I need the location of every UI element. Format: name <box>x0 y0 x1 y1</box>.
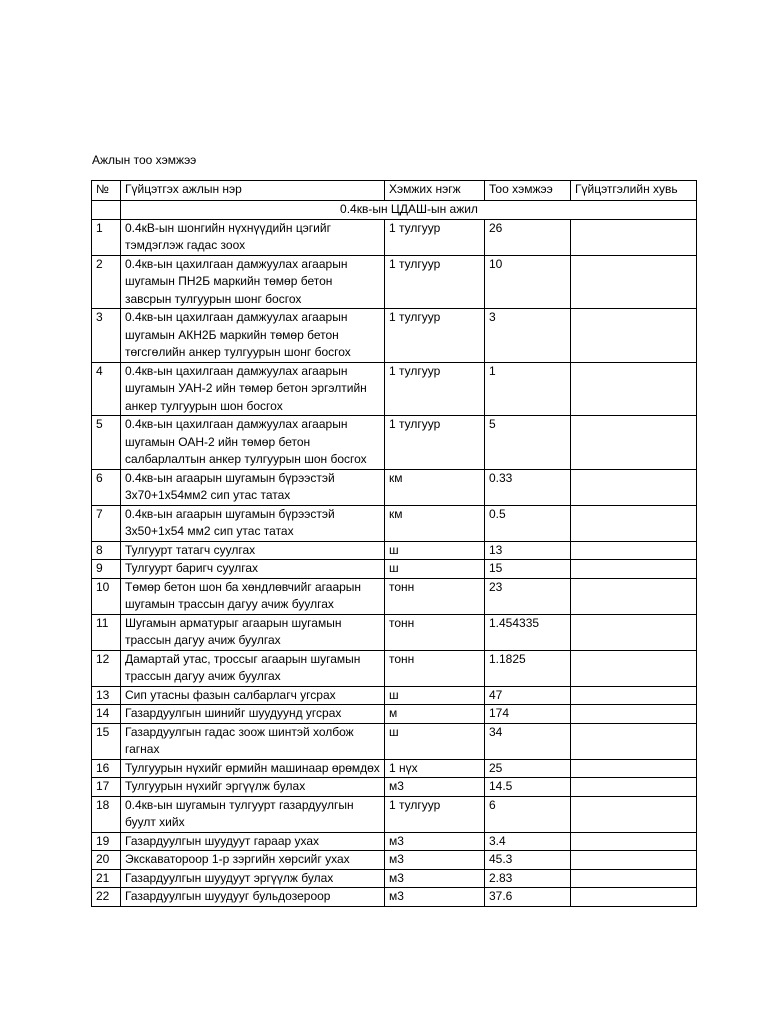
completion-cell <box>571 560 697 579</box>
unit-cell: км <box>385 505 485 541</box>
table-row <box>92 888 697 907</box>
work-name-cell: Газардуулгын шуудуут эргүүлж булах <box>121 869 385 888</box>
completion-cell <box>571 541 697 560</box>
quantity-cell: 10 <box>485 255 571 309</box>
quantity-cell: 1.1825 <box>485 650 571 686</box>
quantity-cell: 5 <box>485 416 571 470</box>
unit-cell: 1 нүх <box>385 759 485 778</box>
work-name-cell: Тулгуурт татагч суулгах <box>121 541 385 560</box>
work-name-cell: 0.4кв-ын цахилгаан дамжуулах агаарын шугамын ПН2Б маркийн төмөр бетон завсрын тулгуурын шонг босгох <box>121 255 385 309</box>
quantity-cell: 0.33 <box>485 469 571 505</box>
unit-cell: км <box>385 469 485 505</box>
quantity-cell: 3.4 <box>485 832 571 851</box>
completion-cell <box>571 686 697 705</box>
section-title: 0.4кв-ын ЦДАШ-ын ажил <box>121 201 697 220</box>
row-number-cell: 14 <box>92 705 121 724</box>
work-name-cell: Төмөр бетон шон ба хөндлөвчийг агаарын шугамын трассын дагуу ачиж буулгах <box>121 578 385 614</box>
work-name-cell: Тулгуурын нүхийг өрмийн машинаар өрөмдөх <box>121 759 385 778</box>
unit-cell: м3 <box>385 778 485 797</box>
row-number-cell: 20 <box>92 851 121 870</box>
table-row <box>92 309 697 363</box>
row-number-cell: 7 <box>92 505 121 541</box>
table-row <box>92 560 697 579</box>
row-number-cell: 3 <box>92 309 121 363</box>
unit-cell: 1 тулгуур <box>385 796 485 832</box>
row-number-cell: 5 <box>92 416 121 470</box>
completion-cell <box>571 832 697 851</box>
section-row <box>92 201 697 220</box>
table-row <box>92 650 697 686</box>
row-number-cell: 1 <box>92 219 121 255</box>
unit-cell: м3 <box>385 888 485 907</box>
completion-cell <box>571 362 697 416</box>
quantity-cell: 45.3 <box>485 851 571 870</box>
row-number-cell: 15 <box>92 723 121 759</box>
row-number-cell: 11 <box>92 614 121 650</box>
work-name-cell: Шугамын арматурыг агаарын шугамын трассын дагуу ачиж буулгах <box>121 614 385 650</box>
row-number-cell: 13 <box>92 686 121 705</box>
completion-cell <box>571 796 697 832</box>
work-volume-table <box>91 180 697 907</box>
unit-cell: 1 тулгуур <box>385 255 485 309</box>
unit-cell: 1 тулгуур <box>385 219 485 255</box>
row-number-cell: 19 <box>92 832 121 851</box>
work-name-cell: Газардуулгын гадас зоож шинтэй холбож гагнах <box>121 723 385 759</box>
unit-cell: 1 тулгуур <box>385 309 485 363</box>
table-row <box>92 851 697 870</box>
work-name-cell: Тулгуурт баригч суулгах <box>121 560 385 579</box>
table-row <box>92 219 697 255</box>
work-name-cell: Газардуулгын шуудуут гараар ухах <box>121 832 385 851</box>
work-name-cell: 0.4кв-ын агаарын шугамын бүрээстэй 3х70+1х54мм2 сип утас татах <box>121 469 385 505</box>
completion-cell <box>571 869 697 888</box>
completion-cell <box>571 309 697 363</box>
quantity-cell: 26 <box>485 219 571 255</box>
unit-cell: ш <box>385 723 485 759</box>
header-quantity: Тоо хэмжээ <box>485 181 571 201</box>
row-number-cell: 2 <box>92 255 121 309</box>
completion-cell <box>571 614 697 650</box>
quantity-cell: 1 <box>485 362 571 416</box>
header-work-name: Гүйцэтгэх ажлын нэр <box>121 181 385 201</box>
unit-cell: ш <box>385 686 485 705</box>
completion-cell <box>571 469 697 505</box>
work-name-cell: 0.4кВ-ын шонгийн нүхнүүдийн цэгийг тэмдэглэж гадас зоох <box>121 219 385 255</box>
quantity-cell: 15 <box>485 560 571 579</box>
header-completion: Гүйцэтгэлийн хувь <box>571 181 697 201</box>
unit-cell: м <box>385 705 485 724</box>
completion-cell <box>571 505 697 541</box>
quantity-cell: 25 <box>485 759 571 778</box>
table-header-row <box>92 181 697 201</box>
table-row <box>92 614 697 650</box>
work-name-cell: Газардуулгын шинийг шуудуунд угсрах <box>121 705 385 724</box>
table-row <box>92 255 697 309</box>
unit-cell: м3 <box>385 851 485 870</box>
document-title: Ажлын тоо хэмжээ <box>92 153 197 167</box>
quantity-cell: 34 <box>485 723 571 759</box>
row-number-cell: 12 <box>92 650 121 686</box>
work-name-cell: Дамартай утас, троссыг агаарын шугамын трассын дагуу ачиж буулгах <box>121 650 385 686</box>
completion-cell <box>571 578 697 614</box>
completion-cell <box>571 219 697 255</box>
unit-cell: 1 тулгуур <box>385 362 485 416</box>
table-row <box>92 416 697 470</box>
row-number-cell: 6 <box>92 469 121 505</box>
row-number-cell: 4 <box>92 362 121 416</box>
table-row <box>92 778 697 797</box>
completion-cell <box>571 888 697 907</box>
quantity-cell: 174 <box>485 705 571 724</box>
row-number-cell: 21 <box>92 869 121 888</box>
quantity-cell: 6 <box>485 796 571 832</box>
table-row <box>92 686 697 705</box>
table-row <box>92 505 697 541</box>
work-name-cell: 0.4кв-ын цахилгаан дамжуулах агаарын шугамын АКН2Б маркийн төмөр бетон төгсгөлийн анкер тулгуурын шонг босгох <box>121 309 385 363</box>
unit-cell: м3 <box>385 832 485 851</box>
quantity-cell: 23 <box>485 578 571 614</box>
completion-cell <box>571 255 697 309</box>
work-name-cell: Экскаватороор 1-р зэргийн хөрсийг ухах <box>121 851 385 870</box>
table-row <box>92 705 697 724</box>
row-number-cell: 10 <box>92 578 121 614</box>
row-number-cell: 22 <box>92 888 121 907</box>
completion-cell <box>571 416 697 470</box>
table-row <box>92 469 697 505</box>
section-spacer <box>92 201 121 220</box>
quantity-cell: 3 <box>485 309 571 363</box>
quantity-cell: 2.83 <box>485 869 571 888</box>
row-number-cell: 9 <box>92 560 121 579</box>
work-name-cell: 0.4кв-ын шугамын тулгуурт газардуулгын буулт хийх <box>121 796 385 832</box>
work-name-cell: Тулгуурын нүхийг эргүүлж булах <box>121 778 385 797</box>
row-number-cell: 16 <box>92 759 121 778</box>
table-row <box>92 723 697 759</box>
header-number: № <box>92 181 121 201</box>
table-row <box>92 541 697 560</box>
completion-cell <box>571 705 697 724</box>
quantity-cell: 47 <box>485 686 571 705</box>
unit-cell: 1 тулгуур <box>385 416 485 470</box>
row-number-cell: 8 <box>92 541 121 560</box>
unit-cell: ш <box>385 560 485 579</box>
unit-cell: тонн <box>385 650 485 686</box>
completion-cell <box>571 778 697 797</box>
row-number-cell: 17 <box>92 778 121 797</box>
work-name-cell: Газардуулгын шуудууг бульдозероор <box>121 888 385 907</box>
unit-cell: тонн <box>385 578 485 614</box>
unit-cell: ш <box>385 541 485 560</box>
unit-cell: тонн <box>385 614 485 650</box>
completion-cell <box>571 650 697 686</box>
quantity-cell: 37.6 <box>485 888 571 907</box>
row-number-cell: 18 <box>92 796 121 832</box>
table-row <box>92 362 697 416</box>
completion-cell <box>571 723 697 759</box>
work-name-cell: 0.4кв-ын агаарын шугамын бүрээстэй 3х50+1х54 мм2 сип утас татах <box>121 505 385 541</box>
quantity-cell: 14.5 <box>485 778 571 797</box>
work-name-cell: 0.4кв-ын цахилгаан дамжуулах агаарын шугамын УАН-2 ийн төмөр бетон эргэлтийн анкер тулгуурын шон босгох <box>121 362 385 416</box>
unit-cell: м3 <box>385 869 485 888</box>
work-name-cell: 0.4кв-ын цахилгаан дамжуулах агаарын шугамын ОАН-2 ийн төмөр бетон салбарлалтын анкер тулгуурын шон босгох <box>121 416 385 470</box>
table-row <box>92 832 697 851</box>
table-row <box>92 578 697 614</box>
quantity-cell: 0.5 <box>485 505 571 541</box>
work-name-cell: Сип утасны фазын салбарлагч угсрах <box>121 686 385 705</box>
table-row <box>92 759 697 778</box>
completion-cell <box>571 851 697 870</box>
quantity-cell: 1.454335 <box>485 614 571 650</box>
completion-cell <box>571 759 697 778</box>
table-row <box>92 869 697 888</box>
header-unit: Хэмжих нэгж <box>385 181 485 201</box>
quantity-cell: 13 <box>485 541 571 560</box>
table-row <box>92 796 697 832</box>
